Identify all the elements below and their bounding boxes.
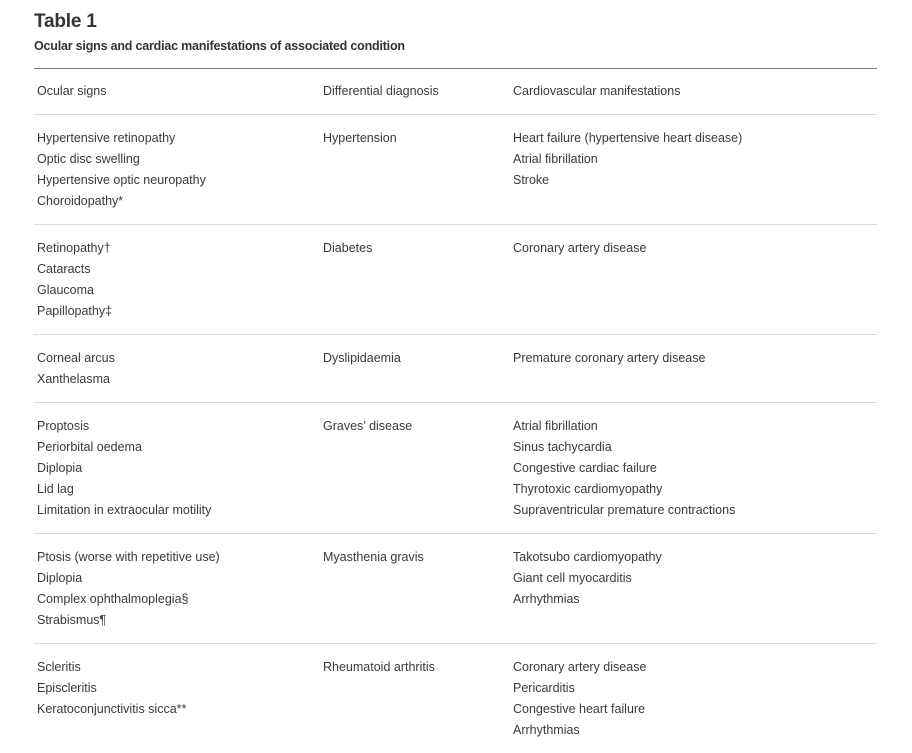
ocular-sign-item: Scleritis [37, 660, 81, 674]
ocular-sign-item: Papillopathy‡ [37, 304, 113, 318]
table-figure [34, 10, 877, 753]
diagnosis-text: Myasthenia gravis [323, 550, 424, 564]
table-row [34, 403, 877, 534]
ocular-sign-item: Strabismus¶ [37, 613, 107, 627]
cell-cardiovascular-manifestations [513, 657, 877, 741]
ocular-sign-item: Xanthelasma [37, 372, 110, 386]
cell-cardiovascular-manifestations [513, 128, 877, 212]
ocular-sign-item: Diplopia [37, 571, 83, 585]
cell-differential-diagnosis [323, 348, 513, 390]
cardio-manifestation-item: Heart failure (hypertensive heart disease) [513, 131, 743, 145]
ocular-sign-item: Diplopia [37, 461, 83, 475]
cell-differential-diagnosis [323, 657, 513, 741]
cardio-manifestation-item: Coronary artery disease [513, 241, 647, 255]
cell-cardiovascular-manifestations [513, 238, 877, 322]
cardio-manifestation-item: Congestive cardiac failure [513, 461, 657, 475]
data-table [34, 68, 877, 753]
cardio-manifestation-item: Supraventricular premature contractions [513, 503, 736, 517]
cardio-manifestation-item: Atrial fibrillation [513, 152, 598, 166]
table-header-row [34, 69, 877, 115]
ocular-sign-item: Glaucoma [37, 283, 94, 297]
cell-differential-diagnosis [323, 238, 513, 322]
table-row [34, 115, 877, 225]
cell-cardiovascular-manifestations [513, 416, 877, 521]
diagnosis-text: Rheumatoid arthritis [323, 660, 435, 674]
column-header-cardiovascular-manifestations: Cardiovascular manifestations [513, 83, 681, 98]
cardio-manifestation-item: Pericarditis [513, 681, 575, 695]
ocular-sign-item: Ptosis (worse with repetitive use) [37, 550, 220, 564]
diagnosis-text: Dyslipidaemia [323, 351, 401, 365]
cardio-manifestation-item: Stroke [513, 173, 550, 187]
ocular-sign-item: Periorbital oedema [37, 440, 142, 454]
column-header-differential-diagnosis: Differential diagnosis [323, 83, 439, 98]
diagnosis-text: Diabetes [323, 241, 373, 255]
ocular-sign-item: Choroidopathy* [37, 194, 124, 208]
table-row [34, 335, 877, 403]
cardio-manifestation-item: Takotsubo cardiomyopathy [513, 550, 662, 564]
cell-ocular-signs [34, 416, 323, 521]
cardio-manifestation-item: Congestive heart failure [513, 702, 646, 716]
table-caption: Ocular signs and cardiac manifestations of associated condition [34, 39, 405, 53]
cell-differential-diagnosis [323, 547, 513, 631]
cell-ocular-signs [34, 238, 323, 322]
table-row [34, 644, 877, 753]
table-title: Table 1 [34, 11, 97, 32]
ocular-sign-item: Keratoconjunctivitis sicca** [37, 702, 187, 716]
ocular-sign-item: Hypertensive retinopathy [37, 131, 176, 145]
ocular-sign-item: Complex ophthalmoplegia§ [37, 592, 189, 606]
ocular-sign-item: Cataracts [37, 262, 91, 276]
cell-cardiovascular-manifestations [513, 348, 877, 390]
ocular-sign-item: Episcleritis [37, 681, 97, 695]
column-header-ocular-signs: Ocular signs [37, 83, 107, 98]
ocular-sign-item: Hypertensive optic neuropathy [37, 173, 206, 187]
cardio-manifestation-item: Giant cell myocarditis [513, 571, 632, 585]
diagnosis-text: Hypertension [323, 131, 397, 145]
cardio-manifestation-item: Coronary artery disease [513, 660, 647, 674]
cell-ocular-signs [34, 128, 323, 212]
ocular-sign-item: Proptosis [37, 419, 90, 433]
cardio-manifestation-item: Premature coronary artery disease [513, 351, 706, 365]
ocular-sign-item: Retinopathy† [37, 241, 111, 255]
cell-differential-diagnosis [323, 128, 513, 212]
cardio-manifestation-item: Thyrotoxic cardiomyopathy [513, 482, 663, 496]
cell-ocular-signs [34, 348, 323, 390]
cardio-manifestation-item: Arrhythmias [513, 723, 580, 737]
ocular-sign-item: Corneal arcus [37, 351, 115, 365]
table-row [34, 225, 877, 335]
cell-differential-diagnosis [323, 416, 513, 521]
table-body [34, 115, 877, 753]
ocular-sign-item: Lid lag [37, 482, 74, 496]
cell-ocular-signs [34, 657, 323, 741]
cell-ocular-signs [34, 547, 323, 631]
cardio-manifestation-item: Atrial fibrillation [513, 419, 598, 433]
cardio-manifestation-item: Arrhythmias [513, 592, 580, 606]
table-row [34, 534, 877, 644]
ocular-sign-item: Optic disc swelling [37, 152, 140, 166]
ocular-sign-item: Limitation in extraocular motility [37, 503, 212, 517]
cardio-manifestation-item: Sinus tachycardia [513, 440, 612, 454]
cell-cardiovascular-manifestations [513, 547, 877, 631]
diagnosis-text: Graves’ disease [323, 419, 413, 433]
